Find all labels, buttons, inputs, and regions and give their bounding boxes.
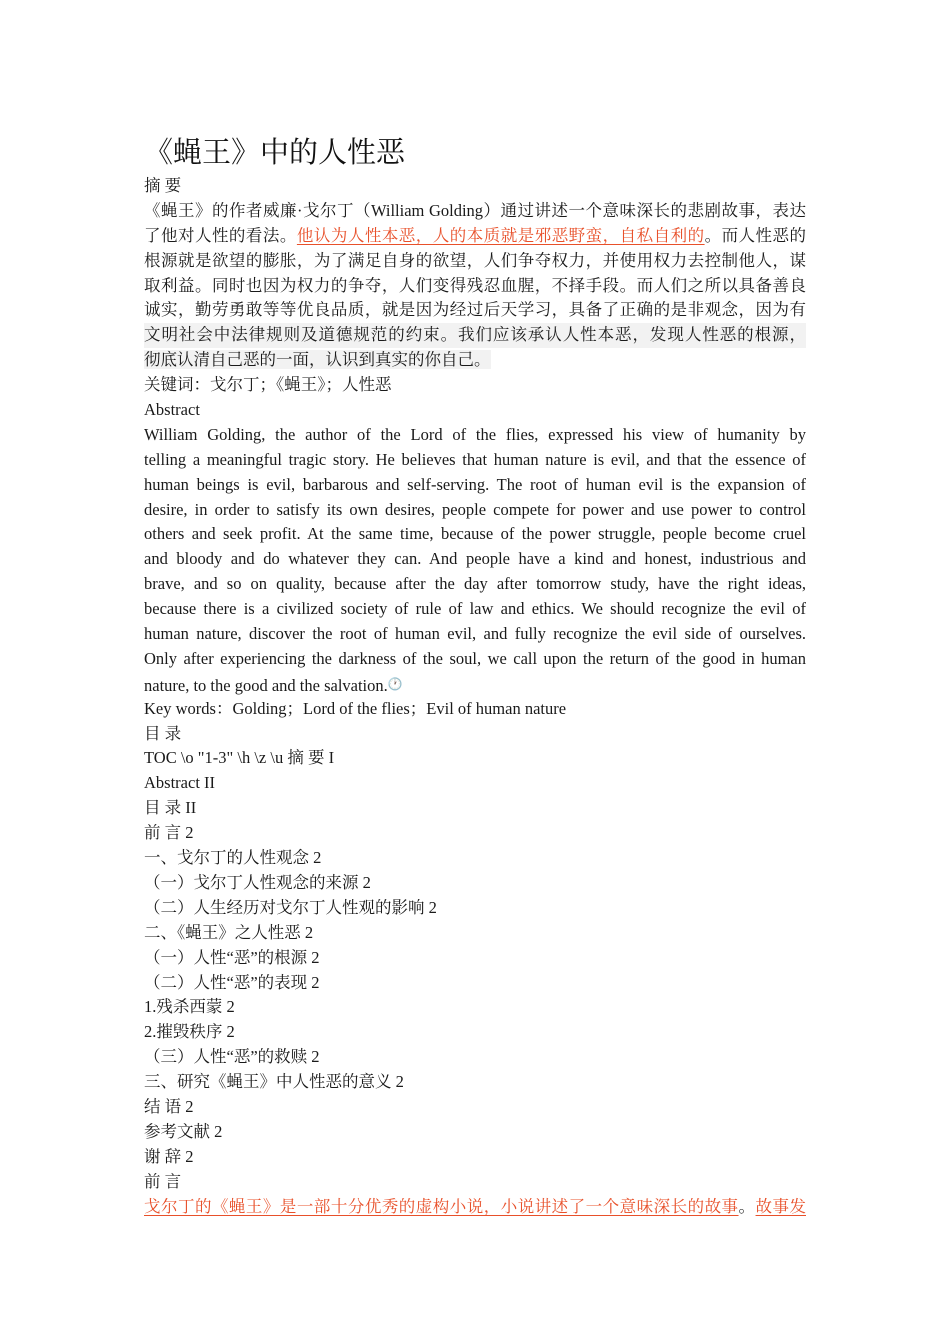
- toc-entry[interactable]: 前 言 2: [144, 823, 194, 843]
- preface-heading: 前 言: [144, 1171, 182, 1191]
- zh-abstract-line: 文明社会中法律规则及道德规范的约束。我们应该承认人性本恶，发现人性恶的根源，: [144, 323, 806, 348]
- toc-entry[interactable]: 2.摧毁秩序 2: [144, 1022, 235, 1042]
- highlighted-text: 故事发: [755, 1196, 806, 1216]
- preface-line: [144, 1195, 806, 1220]
- en-abstract-line: [144, 672, 806, 697]
- text-run: 。: [738, 1196, 756, 1216]
- text-run: 彻底认清自己恶的一面，认识到真实的你自己。: [144, 350, 491, 370]
- toc-entry[interactable]: 二、《蝇王》之人性恶 2: [144, 922, 314, 942]
- toc-entry[interactable]: 目 录 II: [144, 798, 197, 818]
- text-run: 。而人性恶的: [704, 225, 806, 245]
- zh-abstract-line: 《蝇王》的作者威廉·戈尔丁（William Golding）通过讲述一个意味深长的悲剧故事，表达: [144, 200, 806, 220]
- en-abstract-line: because there is a civilized society of rule of law and ethics. We should recognize the evil of: [144, 599, 806, 619]
- en-keywords: Key words：Golding；Lord of the flies；Evil of human nature: [144, 698, 567, 718]
- document-title: 《蝇王》中的人性恶: [144, 135, 406, 169]
- zh-abstract-line: 诚实，勤劳勇敢等等优良品质，就是因为经过后天学习，具备了正确的是非观念，因为有: [144, 300, 806, 320]
- highlighted-text: 戈尔丁的《蝇王》是一部十分优秀的虚构小说，小说讲述了一个意味深长的故事: [144, 1196, 739, 1216]
- document-page: [144, 132, 806, 1219]
- text-run: nature, to the good and the salvation.: [144, 675, 388, 695]
- en-abstract-heading: Abstract: [144, 400, 200, 420]
- en-abstract-line: desire, in order to satisfy its own desires, people compete for power and use power to control: [144, 499, 806, 519]
- toc-entry[interactable]: 结 语 2: [144, 1096, 194, 1116]
- en-abstract-line: others and seek profit. At the same time, because of the power struggle, people become cruel: [144, 524, 806, 544]
- toc-list: [144, 746, 806, 1169]
- zh-abstract-line: [144, 224, 806, 249]
- toc-entry[interactable]: 三、研究《蝇王》中人性恶的意义 2: [144, 1072, 404, 1092]
- en-abstract-line: and bloody and do whatever they can. And people have a kind and honest, industrious and: [144, 549, 806, 569]
- toc-entry[interactable]: 一、戈尔丁的人性观念 2: [144, 848, 322, 868]
- toc-entry[interactable]: 1.残杀西蒙 2: [144, 997, 235, 1017]
- toc-heading: 目 录: [144, 723, 182, 743]
- zh-abstract-heading: 摘 要: [144, 176, 182, 195]
- en-abstract-line: brave, and so on quality, because after the day after tomorrow study, have the right ideas,: [144, 574, 806, 594]
- zh-abstract-line: 取利益。同时也因为权力的争夺，人们变得残忍血腥，不择手段。而人们之所以具备善良: [144, 275, 806, 295]
- toc-entry[interactable]: （三）人性“恶”的救赎 2: [144, 1047, 320, 1067]
- en-abstract-line: Only after experiencing the darkness of the soul, we call upon the return of the good in human: [144, 648, 806, 668]
- zh-abstract-line: [144, 348, 806, 373]
- toc-entry[interactable]: TOC \o "1-3" \h \z \u 摘 要 I: [144, 748, 335, 768]
- toc-entry[interactable]: （二）人性“恶”的表现 2: [144, 972, 320, 992]
- toc-entry[interactable]: Abstract II: [144, 773, 216, 793]
- clock-icon: 🕐: [387, 676, 403, 691]
- text-run: 了他对人性的看法。: [144, 225, 297, 245]
- zh-keywords: 关键词：戈尔丁；《蝇王》；人性恶: [144, 375, 392, 395]
- en-abstract-line: human nature, discover the root of human evil, and fully recognize the evil side of ourselves.: [144, 624, 806, 644]
- en-abstract-line: telling a meaningful tragic story. He believes that human nature is evil, and that the essence of: [144, 449, 806, 469]
- toc-entry[interactable]: （一）戈尔丁人性观念的来源 2: [144, 872, 371, 892]
- en-abstract-line: William Golding, the author of the Lord of the flies, expressed his view of humanity by: [144, 424, 806, 444]
- zh-abstract-line: 根源就是欲望的膨胀，为了满足自身的欲望，人们争夺权力，并使用权力去控制他人，谋: [144, 250, 806, 270]
- toc-entry[interactable]: （二）人生经历对戈尔丁人性观的影响 2: [144, 897, 437, 917]
- toc-entry[interactable]: 谢 辞 2: [144, 1146, 194, 1166]
- toc-entry[interactable]: 参考文献 2: [144, 1121, 223, 1141]
- highlighted-text: 他认为人性本恶，人的本质就是邪恶野蛮，自私自利的: [296, 225, 705, 245]
- toc-entry[interactable]: （一）人性“恶”的根源 2: [144, 947, 320, 967]
- en-abstract-line: human beings is evil, barbarous and self-serving. The root of human evil is the expansion of: [144, 474, 806, 494]
